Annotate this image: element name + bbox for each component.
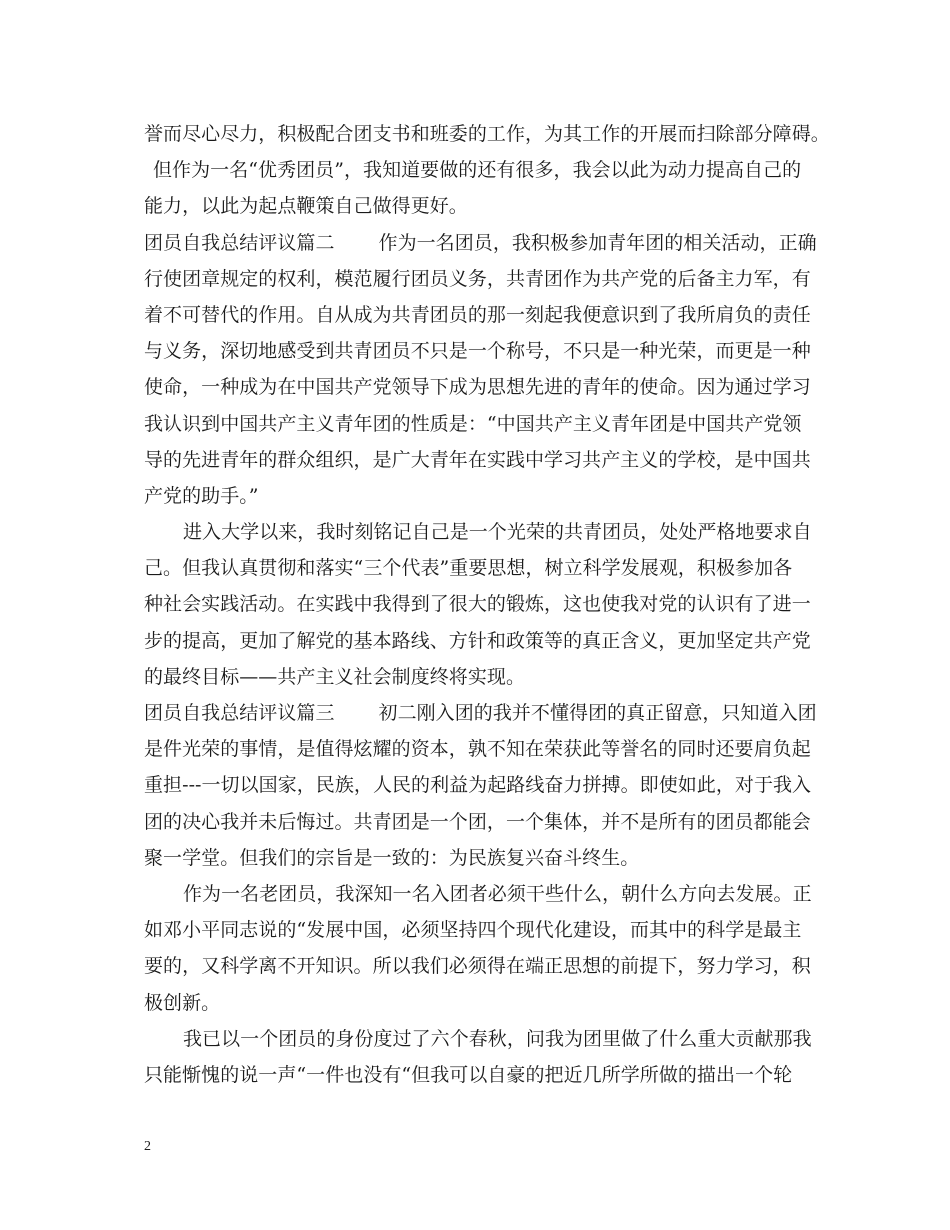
text-line: 要的，又科学离不开知识。所以我们必须得在端正思想的前提下，努力学习，积 [144,955,811,978]
text-line: 己。但我认真贯彻和落实“三个代表”重要思想，树立科学发展观，积极参加各 [144,557,793,580]
text-line: 作为一名老团员，我深知一名入团者必须干些什么，朝什么方向去发展。正 [183,882,812,905]
text-line: 极创新。 [144,991,221,1014]
text-line: 的最终目标——共产主义社会制度终将实现。 [144,665,526,688]
section-heading-line [144,225,817,261]
text-line: 种社会实践活动。在实践中我得到了很大的锻炼，这也使我对党的认识有了进一 [144,593,811,616]
text-line: 导的先进青年的群众组织，是广大青年在实践中学习共产主义的学校，是中国共 [144,448,811,471]
text-line: 初二刚入团的我并不懂得团的真正留意，只知道入团 [378,702,817,724]
section-heading-line [144,695,817,731]
text-line: 着不可替代的作用。自从成为共青团员的那一刻起我便意识到了我所肩负的责任 [144,303,811,326]
text-line: 作为一名团员，我积极参加青年团的相关活动，正确 [378,231,817,254]
text-line: 我认识到中国共产主义青年团的性质是：“中国共产主义青年团是中国共产党领 [144,412,802,435]
text-line: 能力，以此为起点鞭策自己做得更好。 [144,195,468,218]
text-line: 团的决心我并未后悔过。共青团是一个团，一个集体，并不是所有的团员都能会 [144,810,811,833]
text-line: 使命，一种成为在中国共产党领导下成为思想先进的青年的使命。因为通过学习 [144,376,811,399]
text-line: 如邓小平同志说的“发展中国，必须坚持四个现代化建设，而其中的科学是最主 [144,919,802,942]
text-line: 行使团章规定的权利，模范履行团员义务，共青团作为共产党的后备主力军，有 [144,267,811,290]
text-line: 重担---一切以国家，民族，人民的利益为起路线奋力拼搏。即使如此，对于我入 [144,774,812,797]
text-line: 但作为一名“优秀团员”，我知道要做的还有很多，我会以此为动力提高自己的 [153,159,802,182]
text-line: 进入大学以来，我时刻铭记自己是一个光荣的共青团员，处处严格地要求自 [183,521,812,544]
text-line: 我已以一个团员的身份度过了六个春秋，问我为团里做了什么重大贡献那我 [183,1027,812,1050]
section-heading: 团员自我总结评议篇三 [144,702,335,724]
text-line: 只能惭愧的说一声“一件也没有“但我可以自豪的把近几所学所做的描出一个轮 [144,1063,793,1086]
text-line: 步的提高，更加了解党的基本路线、方针和政策等的真正含义，更加坚定共产党 [144,629,811,652]
text-line: 聚一学堂。但我们的宗旨是一致的：为民族复兴奋斗终生。 [144,846,640,869]
page-number: 2 [144,1139,151,1154]
document-body [144,116,830,1093]
text-line: 产党的助手。” [144,484,259,507]
section-heading: 团员自我总结评议篇二 [144,231,335,254]
text-line: 是件光荣的事情，是值得炫耀的资本，孰不知在荣获此等誉名的同时还要肩负起 [144,738,811,761]
text-line: 誉而尽心尽力，积极配合团支书和班委的工作，为其工作的开展而扫除部分障碍。 [144,123,830,145]
text-line: 与义务，深切地感受到共青团员不只是一个称号，不只是一种光荣，而更是一种 [144,340,811,363]
